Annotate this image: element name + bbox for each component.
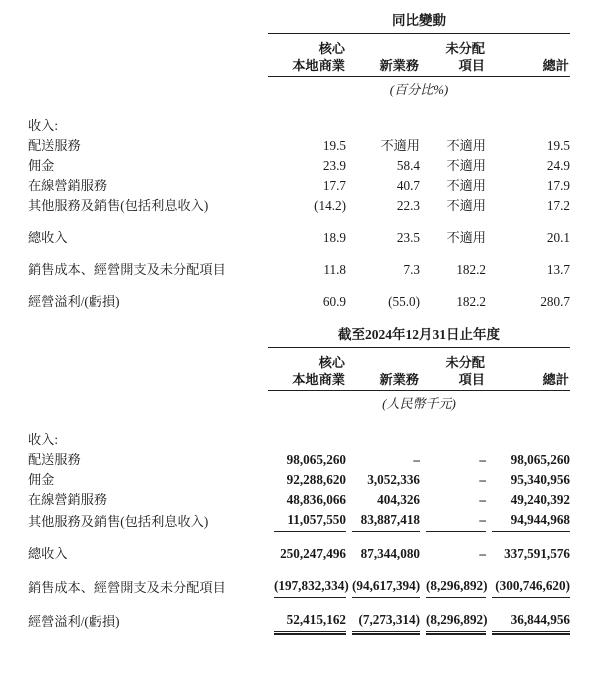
cell-value: 18.9 [322,230,346,245]
cell-value: 23.9 [322,158,346,173]
column-header-line: 核心 [318,41,345,56]
value-cell [346,156,420,176]
value-cell [486,156,570,176]
cell-value: 92,288,620 [286,472,346,487]
table-header [28,12,570,100]
row-label: 佣金 [28,472,55,487]
cell-value: – [479,546,486,561]
cell-value: (7,273,314) [352,610,420,632]
cell-value: (94,617,394) [352,576,420,598]
table-row [28,280,570,312]
value-cell [346,216,420,248]
value-cell [420,470,486,490]
value-cell [268,470,346,490]
value-cell [486,450,570,470]
value-cell [420,280,486,312]
unit-row [28,77,570,101]
value-cell [346,414,420,450]
value-cell [420,156,486,176]
column-header-line: 項目 [458,372,485,387]
cell-value: 不適用 [380,138,420,153]
value-cell [420,196,486,216]
value-cell [346,248,420,280]
value-cell [420,414,486,450]
cell-value: 3,052,336 [367,472,420,487]
yoy-change-span-title: 同比變動 [268,12,570,34]
spacer-cell [28,77,268,101]
value-cell [486,564,570,598]
value-cell [486,248,570,280]
cell-value: 19.5 [546,138,570,153]
value-cell [268,100,346,136]
fy2024-section [28,326,572,632]
fy2024-table [28,326,570,632]
value-cell [346,490,420,510]
column-header-line: 未分配 [445,355,485,370]
row-label: 在線營銷服務 [28,492,108,507]
column-header-line: 本地商業 [292,372,345,387]
cell-value: 182.2 [456,262,486,277]
row-label: 經營溢利/(虧損) [28,614,120,629]
row-label: 總收入 [28,230,68,245]
value-cell [268,450,346,470]
fy2024-unit-label: (人民幣千元) [382,396,456,411]
value-cell [420,598,486,632]
cell-value: 49,240,392 [510,492,570,507]
spacer-cell [28,34,268,77]
cell-value: 23.5 [396,230,420,245]
cell-value: 404,326 [377,492,420,507]
row-label: 總收入 [28,546,68,561]
column-header [268,348,346,391]
row-label: 配送服務 [28,452,81,467]
cell-value: 58.4 [396,158,420,173]
cell-value: 36,844,956 [492,610,570,632]
table-row [28,450,570,470]
cell-value: – [479,452,486,467]
cell-value: 17.9 [546,178,570,193]
cell-value: – [426,510,486,532]
cell-value: 98,065,260 [510,452,570,467]
value-cell [268,216,346,248]
value-cell [346,100,420,136]
value-cell [420,532,486,564]
value-cell [268,532,346,564]
cell-value: 52,415,162 [274,610,346,632]
value-cell [420,564,486,598]
cell-value: (197,832,334) [274,576,346,598]
value-cell [420,216,486,248]
value-cell [420,490,486,510]
value-cell [346,176,420,196]
value-cell [486,196,570,216]
value-cell [268,248,346,280]
value-cell [420,248,486,280]
value-cell [420,176,486,196]
cell-value: 95,340,956 [510,472,570,487]
cell-value: 19.5 [322,138,346,153]
row-label: 經營溢利/(虧損) [28,294,120,309]
value-cell [268,510,346,532]
cell-value: 337,591,576 [504,546,570,561]
cell-value: 24.9 [546,158,570,173]
column-header-line: 總計 [542,58,569,73]
table-row [28,100,570,136]
value-cell [346,470,420,490]
cell-value: 87,344,080 [360,546,420,561]
cell-value: (14.2) [314,198,346,213]
value-cell [486,510,570,532]
value-cell [268,196,346,216]
column-header-line: 總計 [542,372,569,387]
column-header [486,348,570,391]
cell-value: (8,296,892) [426,576,486,598]
value-cell [346,136,420,156]
table-body [28,414,570,632]
yoy-change-table [28,12,570,312]
row-label: 銷售成本、經營開支及未分配項目 [28,262,226,277]
table-row [28,532,570,564]
value-cell [346,450,420,470]
value-cell [420,136,486,156]
value-cell [346,564,420,598]
spacer-cell [28,12,268,34]
value-cell [486,598,570,632]
cell-value: 不適用 [446,230,486,245]
value-cell [268,598,346,632]
row-label: 配送服務 [28,138,81,153]
column-header-row [28,348,570,391]
value-cell [346,280,420,312]
row-label: 收入: [28,118,59,133]
cell-value: 250,247,496 [280,546,346,561]
value-cell [486,490,570,510]
value-cell [268,490,346,510]
span-title-row [28,326,570,348]
cell-value: 98,065,260 [286,452,346,467]
value-cell [268,176,346,196]
yoy-change-unit-label: (百分比%) [389,82,449,97]
cell-value: 17.7 [322,178,346,193]
cell-value: 83,887,418 [352,510,420,532]
value-cell [346,532,420,564]
column-header [346,34,420,77]
column-header-line: 項目 [458,58,485,73]
table-row [28,414,570,450]
value-cell [268,414,346,450]
spacer-cell [28,326,268,348]
value-cell [268,136,346,156]
spacer-cell [28,348,268,391]
cell-value: – [413,452,420,467]
column-header [420,348,486,391]
value-cell [346,510,420,532]
fy2024-span-title: 截至2024年12月31日止年度 [268,326,570,348]
column-header-line: 核心 [318,355,345,370]
column-header [268,34,346,77]
row-label: 在線營銷服務 [28,178,108,193]
table-row [28,196,570,216]
cell-value: 17.2 [546,198,570,213]
table-body [28,100,570,312]
column-header-row [28,34,570,77]
cell-value: 11.8 [323,262,346,277]
cell-value: 不適用 [446,178,486,193]
table-row [28,564,570,598]
unit-row [28,391,570,415]
table-row [28,248,570,280]
value-cell [420,450,486,470]
cell-value: 不適用 [446,158,486,173]
value-cell [486,470,570,490]
value-cell [486,176,570,196]
value-cell [346,598,420,632]
value-cell [268,156,346,176]
cell-value: 94,944,968 [492,510,570,532]
cell-value: – [479,472,486,487]
cell-value: 不適用 [446,198,486,213]
cell-value: 48,836,066 [286,492,346,507]
cell-value: (300,746,620) [492,576,570,598]
cell-value: 7.3 [403,262,420,277]
column-header-line: 新業務 [379,58,419,73]
value-cell [268,564,349,598]
cell-value: 182.2 [456,294,486,309]
row-label: 其他服務及銷售(包括利息收入) [28,514,209,529]
cell-value: 13.7 [546,262,570,277]
column-header-line: 未分配 [445,41,485,56]
cell-value: 22.3 [396,198,420,213]
column-header-line: 新業務 [379,372,419,387]
table-header [28,326,570,414]
column-header-line: 本地商業 [292,58,345,73]
table-row [28,156,570,176]
cell-value: (8,296,892) [426,610,486,632]
value-cell [486,532,570,564]
value-cell [486,100,570,136]
spacer-cell [28,391,268,415]
column-header [486,34,570,77]
table-row [28,216,570,248]
row-label: 其他服務及銷售(包括利息收入) [28,198,209,213]
table-row [28,510,570,532]
cell-value: 280.7 [540,294,570,309]
table-row [28,470,570,490]
span-title-row [28,12,570,34]
cell-value: 11,057,550 [274,510,346,532]
table-row [28,490,570,510]
value-cell [486,280,570,312]
yoy-change-section [28,12,572,312]
table-row [28,598,570,632]
value-cell [486,414,570,450]
cell-value: 40.7 [396,178,420,193]
cell-value: (55.0) [388,294,420,309]
cell-value: 20.1 [546,230,570,245]
row-label: 銷售成本、經營開支及未分配項目 [28,580,226,595]
value-cell [486,216,570,248]
column-header [420,34,486,77]
value-cell [346,196,420,216]
value-cell [420,510,486,532]
row-label: 佣金 [28,158,55,173]
cell-value: – [479,492,486,507]
column-header [346,348,420,391]
cell-value: 60.9 [322,294,346,309]
table-row [28,176,570,196]
value-cell [420,100,486,136]
row-label: 收入: [28,432,59,447]
table-row [28,136,570,156]
value-cell [268,280,346,312]
cell-value: 不適用 [446,138,486,153]
value-cell [486,136,570,156]
